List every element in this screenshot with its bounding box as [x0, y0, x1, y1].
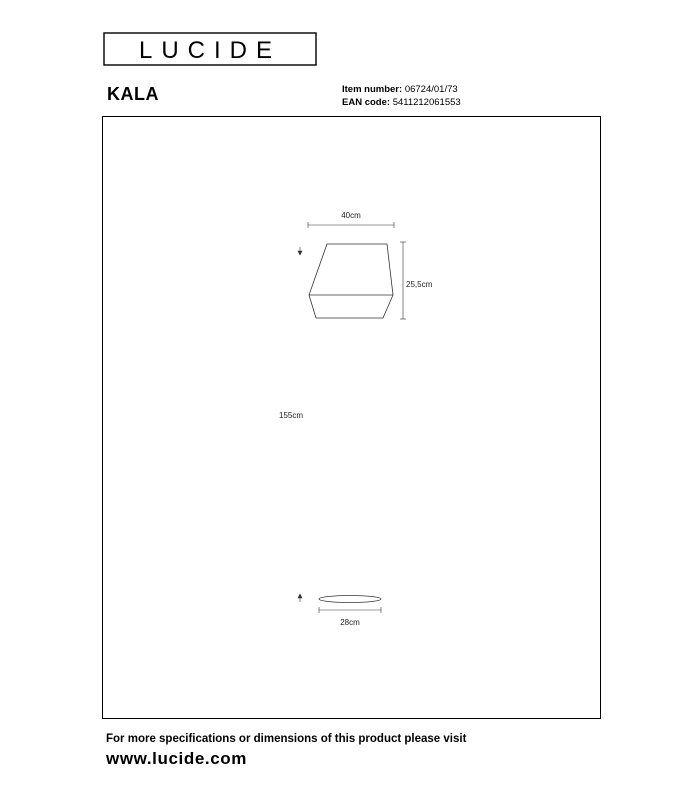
- drawing-frame: [102, 116, 601, 719]
- ean-label: EAN code:: [342, 97, 391, 108]
- logo-text: LUCIDE: [138, 37, 282, 64]
- total-height-dimension: [298, 247, 302, 602]
- footer-text: For more specifications or dimensions of this product please visit: [106, 733, 467, 745]
- shade-height-label: 25,5cm: [406, 280, 433, 289]
- base-diameter-dimension: [319, 607, 381, 613]
- item-number-label: Item number:: [342, 84, 403, 95]
- product-meta: [342, 83, 461, 109]
- total-height-label: 155cm: [279, 411, 304, 420]
- product-name: KALA: [107, 84, 159, 104]
- technical-drawing: [103, 117, 602, 720]
- lamp-base: [319, 596, 381, 603]
- shade-width-dimension: [308, 222, 394, 228]
- item-number: 06724/01/73: [404, 84, 458, 95]
- lamp-shade: [309, 244, 393, 318]
- ean-code: 5411212061553: [392, 97, 461, 108]
- website-link[interactable]: www.lucide.com: [106, 749, 247, 768]
- lucide-logo: [103, 32, 317, 66]
- base-diameter-label: 28cm: [340, 618, 360, 627]
- shade-width-label: 40cm: [341, 211, 361, 220]
